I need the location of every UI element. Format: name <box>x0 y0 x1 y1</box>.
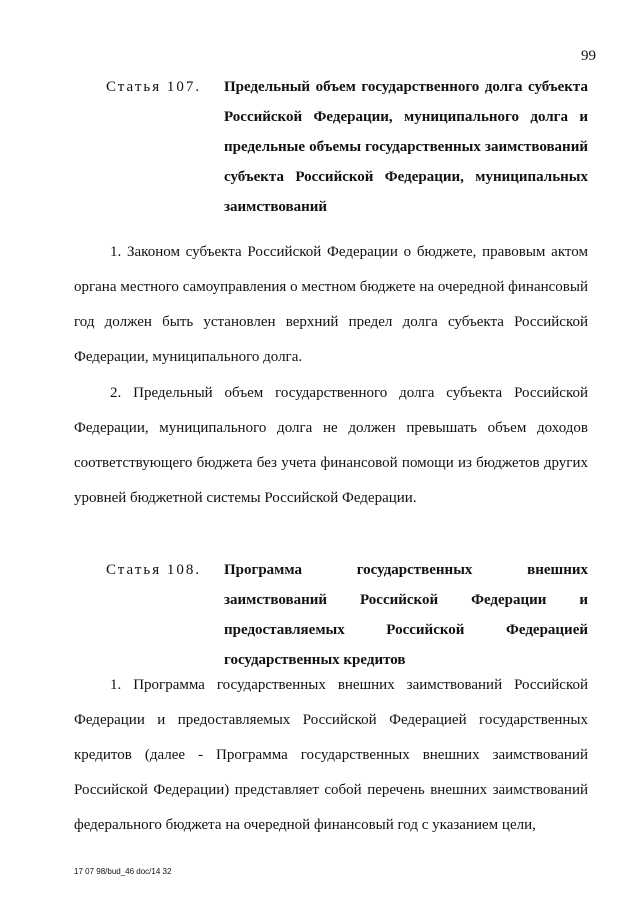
paragraph: 1. Программа государственных внешних заимствований Российской Федерации и предоставляемых Российской Федерацией государственных кредитов (далее - Программа государственных внешних заимствований Российской Федерации) представляет собой перечень внешних заимствований федерального бюджета на очередной финансовый год с указанием цели, <box>74 677 588 833</box>
paragraph: 1. Законом субъекта Российской Федерации о бюджете, правовым актом органа местного самоуправления о местном бюджете на очередной финансовый год должен быть установлен верхний предел долга субъекта Российской Федерации, муниципального долга. <box>74 244 588 365</box>
article-label: Статья 108. <box>106 562 202 578</box>
page-number: 99 <box>581 48 596 64</box>
article-title: Предельный объем государственного долга субъекта Российской Федерации, муниципального долга и предельные объемы государственных заимствований субъекта Российской Федерации, муниципальных заимствований <box>224 79 588 215</box>
article-108-heading <box>106 555 588 675</box>
document-footer: 17 07 98/bud_46 doc/14 32 <box>74 867 172 876</box>
paragraph: 2. Предельный объем государственного долга субъекта Российской Федерации, муниципального долга не должен превышать объем доходов соответствующего бюджета без учета финансовой помощи из бюджетов других уровней бюджетной системы Российской Федерации. <box>74 385 588 506</box>
article-107-heading <box>106 72 588 222</box>
article-title: Программа государственных внешних заимствований Российской Федерации и предоставляемых Российской Федерацией государственных кредитов <box>224 562 588 668</box>
article-label: Статья 107. <box>106 79 202 95</box>
